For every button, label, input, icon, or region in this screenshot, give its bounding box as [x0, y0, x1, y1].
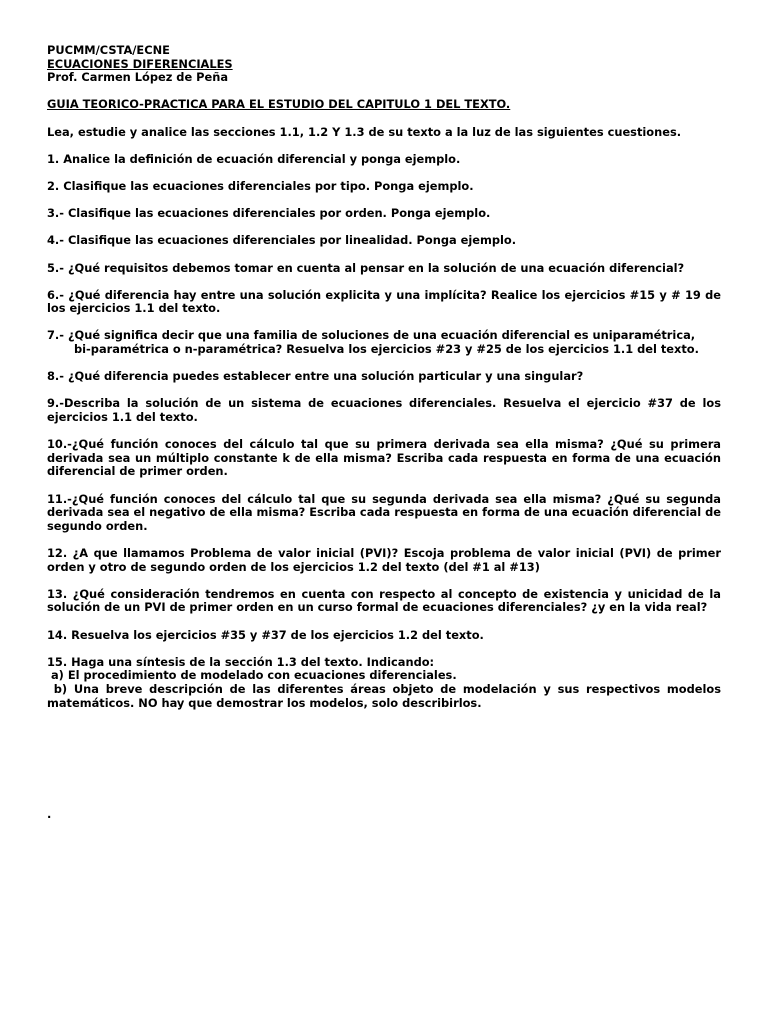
question-13: 13. ¿Qué consideración tendremos en cuenta con respecto al concepto de existencia y unicidad de la solución de un PVI de primer orden en un curso formal de ecuaciones diferenciales? ¿y en la vida real?	[47, 586, 721, 615]
question-15	[47, 654, 725, 710]
question-10: 10.-¿Qué función conoces del cálculo tal que su primera derivada sea ella misma? ¿Qué su primera derivada sea un múltiplo constante k de ella misma? Escriba cada respuesta en forma de una ecuación diferencial de primer orden.	[47, 437, 721, 479]
question-14: 14. Resuelva los ejercicios #35 y #37 de los ejercicios 1.2 del texto.	[47, 627, 484, 642]
question-7-line-2: bi-paramétrica o n-paramétrica? Resuelva los ejercicios #23 y #25 de los ejercicios 1.1 del texto.	[74, 342, 699, 357]
question-3: 3.- Clasifique las ecuaciones diferenciales por orden. Ponga ejemplo.	[47, 206, 491, 221]
intro-paragraph: Lea, estudie y analice las secciones 1.1, 1.2 Y 1.3 de su texto a la luz de las siguientes cuestiones.	[47, 124, 682, 139]
question-8: 8.- ¿Qué diferencia puedes establecer entre una solución particular y una singular?	[47, 369, 584, 384]
question-2: 2. Clasifique las ecuaciones diferenciales por tipo. Ponga ejemplo.	[47, 178, 474, 193]
question-15-item-a: a) El procedimiento de modelado con ecuaciones diferenciales.	[47, 668, 457, 683]
question-7-line-1: 7.- ¿Qué significa decir que una familia de soluciones de una ecuación diferencial es uniparamétrica,	[47, 328, 696, 343]
question-12: 12. ¿A que llamamos Problema de valor inicial (PVI)? Escoja problema de valor inicial (PVI) de primer orden y otro de segundo orden de los ejercicios 1.2 del texto (del #1 al #13)	[47, 545, 721, 574]
question-7	[47, 329, 721, 356]
professor-line: Prof. Carmen López de Peña	[47, 70, 229, 85]
footer-dot: .	[47, 807, 52, 821]
question-1: 1. Analice la definición de ecuación diferencial y ponga ejemplo.	[47, 151, 461, 166]
question-5: 5.- ¿Qué requisitos debemos tomar en cuenta al pensar en la solución de una ecuación diferencial?	[47, 260, 685, 275]
document-page	[47, 43, 725, 710]
question-4: 4.- Clasifique las ecuaciones diferenciales por linealidad. Ponga ejemplo.	[47, 233, 517, 248]
question-9: 9.-Describa la solución de un sistema de ecuaciones diferenciales. Resuelva el ejercicio #37 de los ejercicios 1.1 del texto.	[47, 396, 721, 425]
question-11: 11.-¿Qué función conoces del cálculo tal que su segunda derivada sea ella misma? ¿Qué su segunda derivada sea el negativo de ella misma? Escriba cada respuesta en forma de una ecuación diferencial de segundo orden.	[47, 491, 721, 533]
question-6: 6.- ¿Qué diferencia hay entre una solución explicita y una implícita? Realice los ejercicios #15 y # 19 de los ejercicios 1.1 del texto.	[47, 287, 721, 316]
question-15-item-b: b) Una breve descripción de las diferentes áreas objeto de modelación y sus respectivos modelos matemáticos. NO hay que demostrar los modelos, solo describirlos.	[47, 681, 725, 710]
course-title: ECUACIONES DIFERENCIALES	[47, 56, 233, 71]
guide-title: GUIA TEORICO-PRACTICA PARA EL ESTUDIO DEL CAPITULO 1 DEL TEXTO.	[47, 97, 511, 112]
institution-line: PUCMM/CSTA/ECNE	[47, 43, 170, 57]
question-15-intro: 15. Haga una síntesis de la sección 1.3 del texto. Indicando:	[47, 654, 435, 669]
